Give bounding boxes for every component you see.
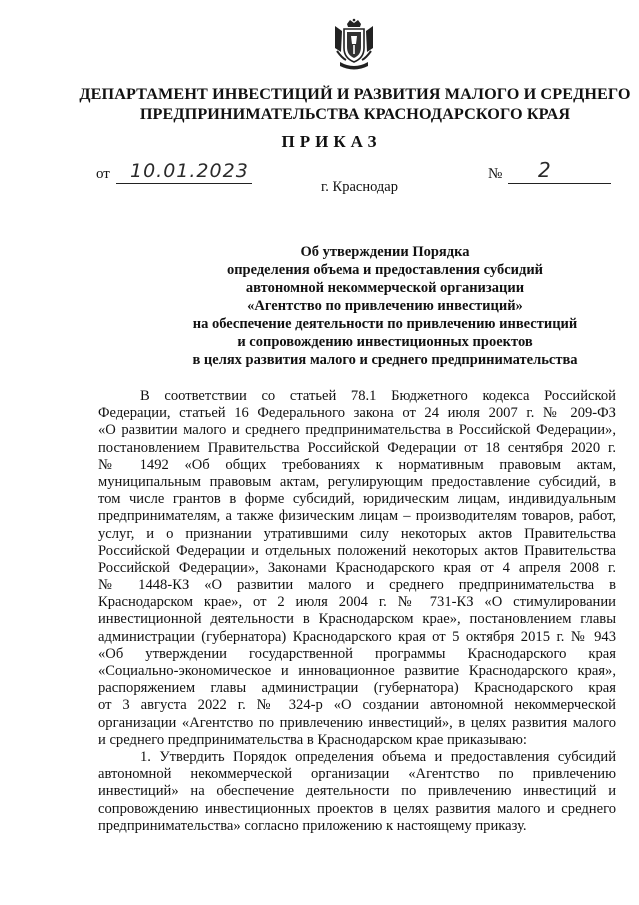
title-line: и сопровождению инвестиционных проектов [237,334,533,350]
title-line: «Агентство по привлечению инвестиций» [247,298,523,314]
body-line: администрации (губернатора) Краснодарского края от 5 октября 2015 г. № 943 [98,628,616,645]
body-line: 1. Утвердить Порядок определения объема и предоставления субсидий [140,748,616,765]
body-line: В соответствии со статьей 78.1 Бюджетного кодекса Российской [140,388,616,404]
body-line: инвестиций» на обеспечение деятельности по привлечению инвестиций и [98,783,616,800]
body-line: автономной некоммерческой организации «Агентство по привлечению [98,766,616,783]
date-prefix: от [96,166,110,182]
body-line: от 3 августа 2022 г. № 324-р «О создании автономной некоммерческой [98,697,616,714]
body-line: постановлением Правительства Российской Федерации от 18 сентября 2020 г. [98,439,616,456]
coat-of-arms-emblem [332,18,376,70]
body-line: организации «Агентство по привлечению инвестиций», в целях развития малого [98,714,616,731]
number-prefix: № [488,166,503,182]
body-line: предпринимателям, а также физическим лицам – производителям товаров, работ, [98,508,616,525]
document-body [98,388,616,835]
city-name: г. Краснодар [320,179,398,195]
body-line: сопровождению инвестиционных проектов в целях развития малого и среднего [98,800,616,817]
order-heading: ПРИКАЗ [281,132,382,151]
body-line: распоряжением главы администрации (губернатора) Краснодарского края [98,680,616,697]
body-line: муниципальным правовым актам, регулирующим предоставление субсидий, в [98,473,616,490]
title-line: на обеспечение деятельности по привлечению инвестиций [192,316,578,332]
document-title [100,243,639,369]
body-line: Российской Федерации и отдельных положений некоторых актов Правительства [98,542,616,559]
title-line: Об утверждении Порядка [300,244,470,260]
body-line: «Социально-экономическое и инновационное развитие Краснодарского края», [98,663,616,679]
handwritten-date: 10.01.2023 [130,160,249,182]
handwritten-number: 2 [538,158,551,182]
department-name-line-2: ПРЕДПРИНИМАТЕЛЬСТВА КРАСНОДАРСКОГО КРАЯ [139,105,571,123]
body-line: «Об утверждении государственной программы Краснодарского края [98,645,616,662]
title-line: в целях развития малого и среднего предпринимательства [192,352,578,368]
body-line: «О развитии малого и среднего предпринимательства в Российской Федерации», [98,422,616,439]
title-line: автономной некоммерческой организации [245,280,525,296]
body-line: услуг, и о признании утратившими силу некоторых актов Правительства [98,525,616,542]
department-name-line-1: ДЕПАРТАМЕНТ ИНВЕСТИЦИЙ И РАЗВИТИЯ МАЛОГО И СРЕДНЕГО [79,85,631,103]
body-line: Краснодарском крае», от 2 июля 2004 г. № 731-КЗ «О стимулировании [98,594,616,611]
title-line: определения объема и предоставления субсидий [226,262,544,278]
body-line: том числе грантов в форме субсидий, юридическим лицам, индивидуальным [98,491,616,508]
body-line: Федерации, статьей 16 Федерального закона от 24 июля 2007 г. № 209-ФЗ [98,405,616,422]
body-line: и среднего предпринимательства в Краснодарском крае приказываю: [98,731,527,748]
body-line: Российской Федерации», Законами Краснодарского края от 4 апреля 2008 г. [98,559,616,576]
body-line: предпринимательства» согласно приложению к настоящему приказу. [98,817,527,834]
body-line: № 1448-КЗ «О развитии малого и среднего предпринимательства в [98,577,616,594]
body-line: № 1492 «Об общих требованиях к нормативным правовым актам, [98,456,616,473]
body-line: инвестиционной деятельности в Краснодарском крае», постановлением главы [98,611,616,628]
